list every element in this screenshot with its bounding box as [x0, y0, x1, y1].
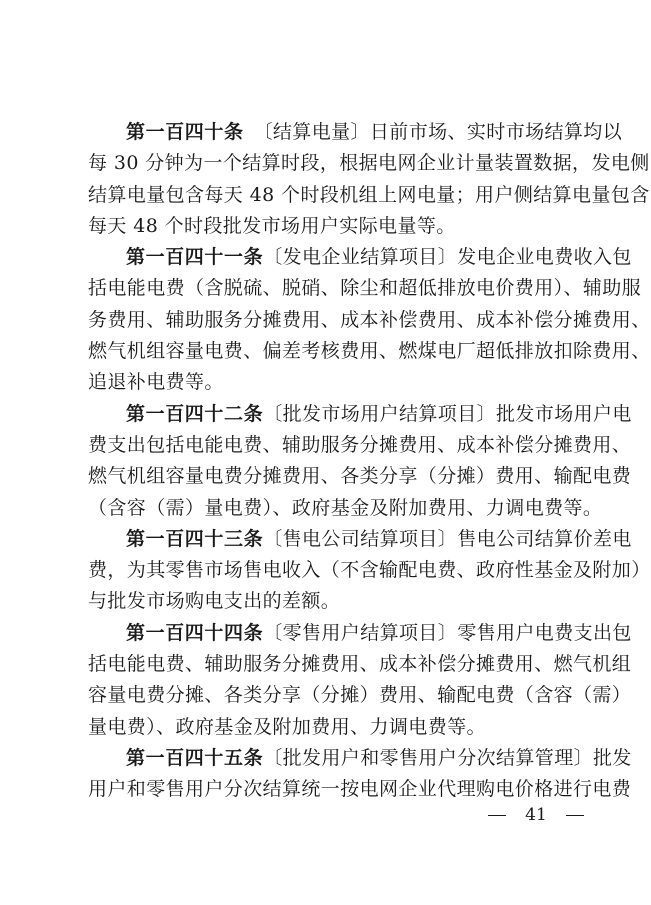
- article-heading: 第一百四十一条: [126, 246, 264, 269]
- page-number-dash-left: [488, 815, 506, 816]
- article-line: 追退补电费等。: [88, 371, 224, 394]
- article-text: 〔零售用户结算项目〕零售用户电费支出包: [263, 621, 632, 644]
- article-first-line: [88, 117, 623, 148]
- page-number-dash-right: [566, 815, 584, 816]
- article-text: 〔批发市场用户结算项目〕批发市场用户电: [263, 402, 632, 425]
- article-line: 用户和零售用户分次结算统一按电网企业代理购电价格进行电费: [88, 778, 632, 801]
- article-142: [88, 399, 632, 524]
- article-heading: 第一百四十五条: [126, 746, 264, 769]
- document-body: [88, 117, 651, 806]
- article-heading: 第一百四十二条: [126, 402, 264, 425]
- article-line: 量电费）、政府基金及附加费用、力调电费等。: [88, 715, 486, 738]
- article-heading: 第一百四十条: [126, 121, 244, 143]
- article-line: 燃气机组容量电费分摊费用、各类分享（分摊）费用、输配电费: [88, 465, 632, 488]
- article-text: 〔售电公司结算项目〕售电公司结算价差电: [263, 527, 632, 550]
- article-145: [88, 743, 632, 806]
- article-line: 燃气机组容量电费、偏差考核费用、燃煤电厂超低排放扣除费用、: [88, 340, 651, 363]
- page-number-value: 41: [525, 805, 547, 825]
- article-141: [88, 242, 651, 398]
- article-line: 括电能电费、辅助服务分摊费用、成本补偿分摊费用、燃气机组: [88, 653, 632, 676]
- article-line: 括电能电费（含脱硫、脱硝、除尘和超低排放电价费用）、辅助服: [88, 277, 642, 300]
- article-line: 与批发市场购电支出的差额。: [88, 590, 341, 613]
- article-text: 〔发电企业结算项目〕发电企业电费收入包: [263, 246, 632, 269]
- article-heading: 第一百四十三条: [126, 527, 264, 550]
- article-140: [88, 117, 650, 242]
- article-line: 费支出包括电能电费、辅助服务分摊费用、成本补偿分摊费用、: [88, 433, 632, 456]
- article-line: 容量电费分摊、各类分享（分摊）费用、输配电费（含容（需）: [88, 684, 632, 707]
- article-first-line: [88, 242, 632, 273]
- article-143: [88, 524, 651, 618]
- article-line: 结算电量包含每天 48 个时段机组上网电量；用户侧结算电量包含: [88, 183, 650, 206]
- page-number: [488, 805, 584, 825]
- article-line: （含容（需）量电费）、政府基金及附加费用、力调电费等。: [88, 496, 603, 519]
- article-first-line: [88, 399, 632, 430]
- article-first-line: [88, 743, 632, 774]
- article-line: 务费用、辅助服务分摊费用、成本补偿费用、成本补偿分摊费用、: [88, 308, 651, 331]
- article-first-line: [88, 618, 632, 649]
- article-text: 〔结算电量〕日前市场、实时市场结算均以: [243, 121, 623, 143]
- article-first-line: [88, 524, 632, 555]
- article-line: 每天 48 个时段批发市场用户实际电量等。: [88, 214, 456, 237]
- article-line: 每 30 分钟为一个结算时段，根据电网企业计量装置数据，发电侧: [88, 152, 650, 175]
- article-text: 〔批发用户和零售用户分次结算管理〕批发: [263, 746, 632, 769]
- article-144: [88, 618, 632, 743]
- article-line: 费，为其零售市场售电收入（不含输配电费、政府性基金及附加）: [88, 559, 651, 582]
- article-heading: 第一百四十四条: [126, 621, 264, 644]
